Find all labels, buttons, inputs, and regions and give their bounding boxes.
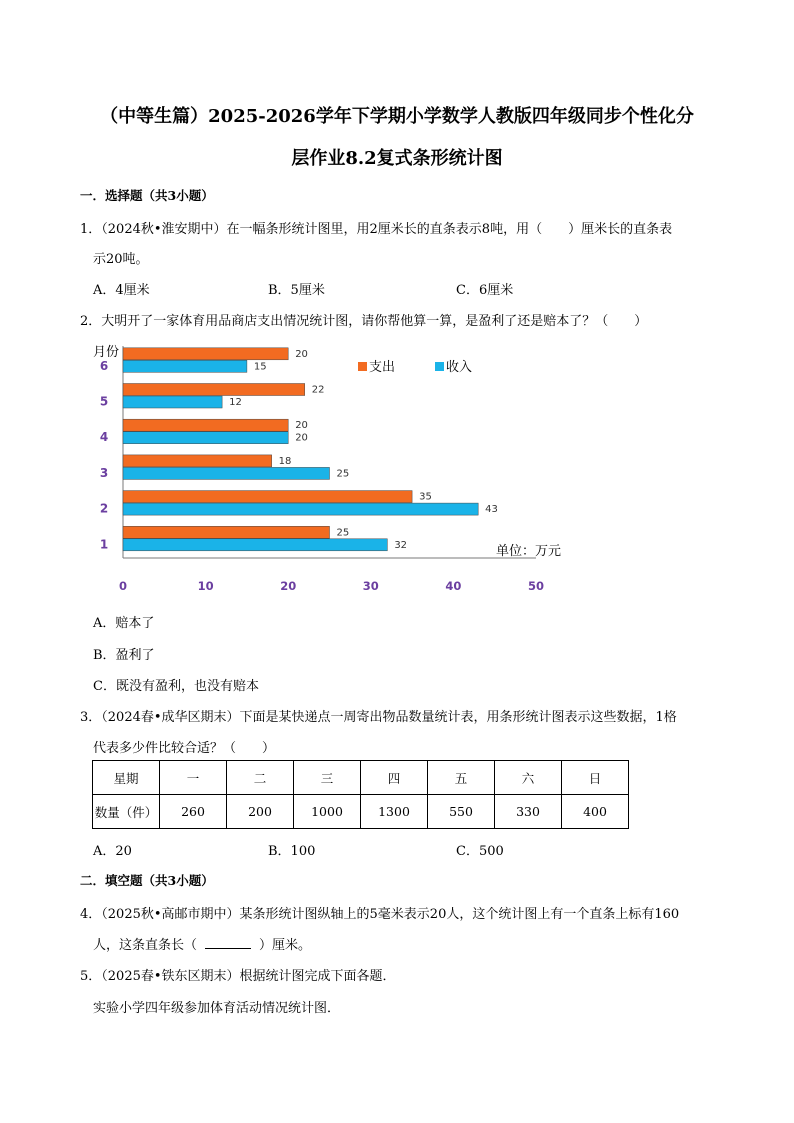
section-heading-fill-in: 二．填空题（共3小题） — [80, 873, 214, 888]
question-1-option-c: C．6厘米 — [456, 283, 514, 298]
title-line-2: 层作业8.2复式条形统计图 — [291, 148, 503, 169]
bar-income — [123, 539, 387, 551]
bar-income — [123, 432, 288, 444]
table-cell: 四 — [361, 761, 428, 795]
bar-value-label: 32 — [394, 539, 408, 551]
bar-income — [123, 503, 478, 515]
question-3-line-2: 代表多少件比较合适？（ ） — [93, 741, 276, 756]
legend-label: 收入 — [446, 360, 473, 375]
y-axis-label: 月份 — [93, 345, 120, 360]
bar-expense — [123, 384, 305, 396]
bar-value-label: 25 — [336, 468, 350, 480]
table-cell: 日 — [562, 761, 629, 795]
x-tick-label: 0 — [118, 579, 128, 593]
bar-expense — [123, 491, 412, 503]
x-tick-label: 30 — [362, 579, 379, 593]
parcel-count-table — [92, 760, 629, 829]
table-cell: 六 — [495, 761, 562, 795]
table-cell: 1000 — [294, 795, 361, 829]
question-5-line-2: 实验小学四年级参加体育活动情况统计图． — [93, 1001, 341, 1016]
bar-value-label: 25 — [336, 527, 350, 539]
table-cell: 三 — [294, 761, 361, 795]
table-cell: 1300 — [361, 795, 428, 829]
bar-expense — [123, 419, 288, 431]
bar-value-label: 22 — [311, 384, 325, 396]
y-tick-label: 3 — [99, 465, 109, 480]
section-heading-choice: 一．选择题（共3小题） — [80, 188, 214, 203]
question-4-line-1: 4．（2025秋•高邮市期中）某条形统计图纵轴上的5毫米表示20人，这个统计图上有一个直条上标有160 — [80, 907, 680, 922]
question-4-text-after: ）厘米。 — [259, 938, 312, 953]
bar-income — [123, 467, 330, 479]
table-cell: 330 — [495, 795, 562, 829]
x-tick-label: 10 — [197, 579, 214, 593]
question-2-option-c: C．既没有盈利，也没有赔本 — [93, 679, 259, 694]
legend-swatch — [435, 362, 444, 371]
bar-value-label: 12 — [229, 397, 242, 408]
bar-value-label: 15 — [253, 361, 267, 373]
table-cell: 一 — [160, 761, 227, 795]
question-2-option-a: A．赔本了 — [93, 616, 155, 631]
question-3-option-c: C．500 — [456, 844, 504, 859]
table-cell: 数量（件） — [93, 795, 160, 829]
question-3-line-1: 3．（2024春•成华区期末）下面是某快递点一周寄出物品数量统计表，用条形统计图表示这些数据，1格 — [80, 710, 677, 725]
table-cell: 400 — [562, 795, 629, 829]
question-1-line-1: 1．（2024秋•淮安期中）在一幅条形统计图里，用2厘米长的直条表示8吨，用（ ）厘米长的直条表 — [80, 222, 673, 237]
question-3-option-b: B．100 — [268, 844, 316, 859]
question-3-option-a: A．20 — [93, 844, 132, 859]
bar-value-label: 18 — [278, 455, 292, 467]
table-cell: 260 — [160, 795, 227, 829]
y-tick-label: 2 — [99, 501, 109, 516]
x-tick-label: 20 — [280, 579, 297, 593]
table-cell: 200 — [227, 795, 294, 829]
table-header-row — [93, 761, 629, 795]
question-1-line-2: 示20吨。 — [93, 252, 149, 267]
bar-expense — [123, 348, 288, 360]
question-4-text-before: 人，这条直条长（ — [93, 938, 198, 953]
bar-income — [123, 396, 222, 408]
question-1-option-a: A．4厘米 — [93, 283, 150, 298]
x-tick-label: 40 — [445, 579, 462, 593]
question-2-option-b: B．盈利了 — [93, 648, 155, 663]
table-data-row — [93, 795, 629, 829]
bar-value-label: 20 — [295, 420, 308, 432]
x-tick-label: 50 — [527, 579, 545, 593]
table-cell: 二 — [227, 761, 294, 795]
bar-expense — [123, 455, 272, 467]
title-line-1: （中等生篇）2025-2026学年下学期小学数学人教版四年级同步个性化分 — [100, 106, 694, 127]
bar-expense — [123, 526, 330, 538]
document-title — [60, 96, 734, 180]
bar-value-label: 20 — [295, 348, 308, 360]
bar-value-label: 43 — [485, 504, 498, 516]
y-tick-label: 4 — [99, 430, 109, 445]
question-2-text: 2．大明开了一家体育用品商店支出情况统计图，请你帮他算一算，是盈利了还是赔本了？（ ） — [80, 314, 648, 329]
bar-value-label: 35 — [419, 491, 432, 503]
table-cell: 550 — [428, 795, 495, 829]
table-cell: 五 — [428, 761, 495, 795]
y-tick-label: 1 — [99, 537, 109, 552]
table-cell: 星期 — [93, 761, 160, 795]
legend-label: 支出 — [369, 360, 396, 375]
bar-value-label: 20 — [295, 432, 308, 444]
y-tick-label: 5 — [99, 394, 109, 409]
unit-label: 单位：万元 — [496, 544, 562, 559]
legend-swatch — [358, 362, 367, 371]
bar-income — [123, 360, 247, 372]
question-5-line-1: 5．（2025春•铁东区期末）根据统计图完成下面各题． — [80, 969, 396, 984]
question-4-line-2 — [93, 934, 311, 953]
answer-blank[interactable] — [205, 936, 251, 949]
question-1-option-b: B．5厘米 — [268, 283, 325, 298]
expense-income-bar-chart — [88, 336, 588, 596]
y-tick-label: 6 — [99, 358, 109, 373]
